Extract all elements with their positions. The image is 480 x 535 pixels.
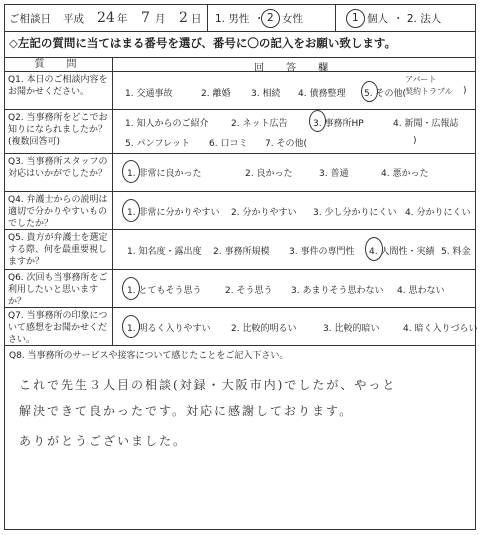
- q8-label: Q8. 当事務所のサービスや接客について感じたことをご記入下さい。: [9, 351, 289, 361]
- q1-other-handwriting-2: 契約トラブル: [405, 87, 453, 96]
- question-row-q1: [5, 71, 475, 110]
- question-label: Q1. 本日のご相談内容をお聞かせください。: [5, 72, 113, 110]
- q5-option-5[interactable]: 5. 料金: [441, 247, 471, 257]
- q1-option-1[interactable]: 1. 交通事故: [125, 89, 173, 99]
- answer-column-header: 回 答 欄: [254, 63, 334, 74]
- q4-option-1[interactable]: 1. 非常に分かりやすい: [127, 208, 220, 218]
- q1-option-2[interactable]: 2. 離婚: [201, 89, 231, 99]
- q5-option-4[interactable]: 4. 人間性・実績: [369, 247, 435, 257]
- question-label: Q7. 当事務所の印象について感想をお聞かせください。: [5, 308, 113, 346]
- q7-option-3[interactable]: 3. 比較的暗い: [323, 324, 380, 334]
- question-row-q8: [5, 345, 475, 530]
- gender-female-number[interactable]: 2: [267, 12, 274, 24]
- q5-option-2[interactable]: 2. 事務所規模: [213, 247, 270, 257]
- q7-option-2[interactable]: 2. 比較的明るい: [231, 324, 297, 334]
- question-label: Q3. 当事務所スタッフの対応はいかがでしたか？: [5, 154, 113, 192]
- question-row-q5: [5, 229, 475, 270]
- q7-selected-circle: [122, 315, 140, 338]
- survey-sheet: [4, 4, 476, 530]
- q2-option-2[interactable]: 2. ネット広告: [231, 119, 288, 129]
- type-individual-label: 個人: [367, 12, 388, 25]
- day-suffix: 日: [191, 12, 202, 25]
- individual-selected-circle: [346, 9, 365, 28]
- question-column-header: 質 問: [34, 59, 83, 70]
- q2-option-1[interactable]: 1. 知人からのご紹介: [125, 119, 209, 129]
- q4-option-3[interactable]: 3. 少し分かりにくい: [313, 208, 397, 218]
- day-value: 2: [179, 10, 188, 26]
- gender-female-label: 女性: [282, 12, 303, 25]
- instruction-text: ◇左記の質問に当てはまる番号を選び、番号に〇の記入をお願い致します。: [9, 36, 396, 50]
- gender-separator: ・: [254, 12, 265, 25]
- column-header-row: [5, 57, 475, 72]
- answer-area: [113, 270, 475, 308]
- q1-selected-circle: [361, 81, 378, 102]
- question-row-q7: [5, 307, 478, 346]
- q7-option-4[interactable]: 4. 暗く入りづらい: [403, 324, 478, 334]
- year-value: 24: [97, 10, 115, 26]
- q8-answer-line-2[interactable]: 解決できて良かったです。対応に感謝しております。: [19, 404, 354, 418]
- q2-option-5[interactable]: 5. パンフレット: [125, 139, 190, 149]
- q6-option-2[interactable]: 2. そう思う: [225, 286, 273, 296]
- q3-option-4[interactable]: 4. 悪かった: [381, 169, 429, 179]
- era: 平成: [63, 12, 84, 25]
- q2-selected-circle: [309, 110, 326, 132]
- question-row-q4: [5, 191, 475, 230]
- question-row-q6: [5, 269, 475, 308]
- q7-option-1[interactable]: 1. 明るく入りやすい: [127, 324, 211, 334]
- q2-option-6[interactable]: 6. 口コミ: [209, 139, 248, 149]
- q1-other-close: ): [463, 86, 467, 96]
- q1-option-4[interactable]: 4. 債務整理: [298, 89, 346, 99]
- q2-option-7[interactable]: 7. その他(: [265, 139, 307, 149]
- month-suffix: 月: [155, 12, 166, 25]
- q3-option-1[interactable]: 1. 非常に良かった: [127, 169, 202, 179]
- q6-selected-circle: [122, 277, 140, 300]
- q3-option-3[interactable]: 3. 普通: [319, 169, 349, 179]
- year-suffix: 年: [117, 12, 128, 25]
- question-row-q2: [5, 109, 475, 154]
- q1-other-handwriting-1: アパート: [405, 75, 437, 84]
- answer-area: [113, 110, 475, 154]
- q6-option-3[interactable]: 3. あまりそう思わない: [291, 286, 384, 296]
- q2-option-4[interactable]: 4. 新聞・広報誌: [393, 119, 459, 129]
- answer-area: [113, 230, 475, 270]
- header-row: [5, 5, 475, 32]
- month-value: 7: [141, 10, 150, 26]
- q8-answer-line-1[interactable]: これで先生３人目の相談(対録・大阪市内)でしたが、やっと: [19, 378, 397, 392]
- answer-area: [113, 154, 475, 192]
- q4-option-2[interactable]: 2. 分かりやすい: [231, 208, 297, 218]
- q4-selected-circle: [122, 199, 140, 222]
- question-label: Q5. 貴方が弁護士を選定する際、何を最重要視しますか？: [5, 230, 113, 270]
- type-corporate-option[interactable]: ・ 2. 法人: [393, 12, 442, 25]
- q2-other-close: ): [413, 136, 417, 146]
- question-label: Q2. 当事務所をどこでお知りになられましたか？(複数回答可): [5, 110, 113, 154]
- q1-option-5[interactable]: 5. その他(: [364, 89, 406, 99]
- question-label: Q6. 次回も当事務所をご利用したいと思いますか？: [5, 270, 113, 308]
- type-individual-number[interactable]: 1: [352, 12, 359, 24]
- answer-area: [113, 308, 478, 346]
- q1-option-3[interactable]: 3. 相続: [251, 89, 281, 99]
- q5-option-1[interactable]: 1. 知名度・露出度: [127, 247, 202, 257]
- answer-area: [113, 192, 475, 230]
- question-label: Q4. 弁護士からの説明は適切で分かりやすいものでしたか？: [5, 192, 113, 230]
- date-label: ご相談日: [9, 12, 51, 25]
- gender-male-option[interactable]: 1. 男性: [215, 12, 250, 25]
- q2-option-3[interactable]: 3. 事務所HP: [313, 119, 364, 129]
- q3-selected-circle: [122, 160, 140, 183]
- answer-area: [113, 72, 475, 110]
- q5-selected-circle: [365, 237, 383, 261]
- q3-option-2[interactable]: 2. 良かった: [245, 169, 293, 179]
- q5-option-3[interactable]: 3. 事件の専門性: [289, 247, 355, 257]
- female-selected-circle: [261, 9, 280, 28]
- q8-answer-line-3[interactable]: ありがとうございました。: [19, 434, 188, 448]
- question-row-q3: [5, 153, 475, 192]
- q4-option-4[interactable]: 4. 分かりにくい: [405, 208, 471, 218]
- q6-option-1[interactable]: 1. とてもそう思う: [127, 286, 202, 296]
- q6-option-4[interactable]: 4. 思わない: [397, 286, 445, 296]
